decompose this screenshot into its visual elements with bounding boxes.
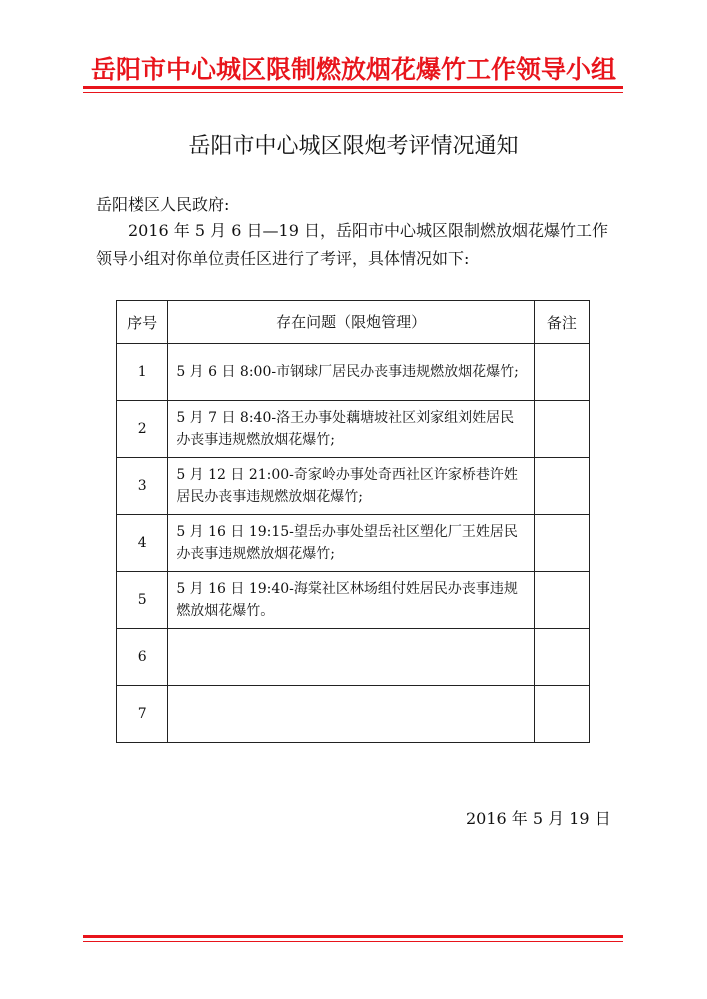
row-remark [534,629,589,686]
recipient: 岳阳楼区人民政府: [96,195,230,214]
row-issue: 5 月 16 日 19:15-望岳办事处望岳社区塑化厂王姓居民办丧事违规燃放烟花爆竹; [168,515,535,572]
row-issue [168,686,535,743]
row-issue: 5 月 12 日 21:00-奇家岭办事处奇西社区许家桥巷许姓居民办丧事违规燃放烟花爆竹; [168,458,535,515]
header-rule-thin [83,92,623,93]
table-row [117,629,590,686]
table-row [117,572,590,629]
table-row [117,686,590,743]
row-issue: 5 月 6 日 8:00-市钢球厂居民办丧事违规燃放烟花爆竹; [168,344,535,401]
header-remark: 备注 [534,301,589,344]
table-row [117,458,590,515]
row-remark [534,458,589,515]
document-title: 岳阳市中心城区限炮考评情况通知 [188,134,519,159]
row-no: 3 [117,458,168,515]
header-rule-thick [83,86,623,89]
row-remark [534,572,589,629]
row-no: 6 [117,629,168,686]
row-no: 2 [117,401,168,458]
row-issue [168,629,535,686]
table-row [117,401,590,458]
table-row [117,515,590,572]
organization-header: 岳阳市中心城区限制燃放烟花爆竹工作领导小组 [90,55,616,84]
row-no: 7 [117,686,168,743]
row-remark [534,344,589,401]
review-table [116,300,590,743]
signature-date: 2016 年 5 月 19 日 [466,809,611,828]
row-remark [534,515,589,572]
footer-rule-thin [83,941,623,942]
header-issue: 存在问题（限炮管理） [168,301,535,344]
row-no: 1 [117,344,168,401]
row-remark [534,686,589,743]
row-no: 4 [117,515,168,572]
table-header-row [117,301,590,344]
body-paragraph: 2016 年 5 月 6 日—19 日，岳阳市中心城区限制燃放烟花爆竹工作领导小组对你单位责任区进行了考评，具体情况如下: [96,221,608,268]
row-issue: 5 月 7 日 8:40-洛王办事处藕塘坡社区刘家组刘姓居民办丧事违规燃放烟花爆竹; [168,401,535,458]
footer-rule-thick [83,935,623,938]
row-remark [534,401,589,458]
row-issue: 5 月 16 日 19:40-海棠社区林场组付姓居民办丧事违规燃放烟花爆竹。 [168,572,535,629]
table-row [117,344,590,401]
row-no: 5 [117,572,168,629]
header-no: 序号 [117,301,168,344]
